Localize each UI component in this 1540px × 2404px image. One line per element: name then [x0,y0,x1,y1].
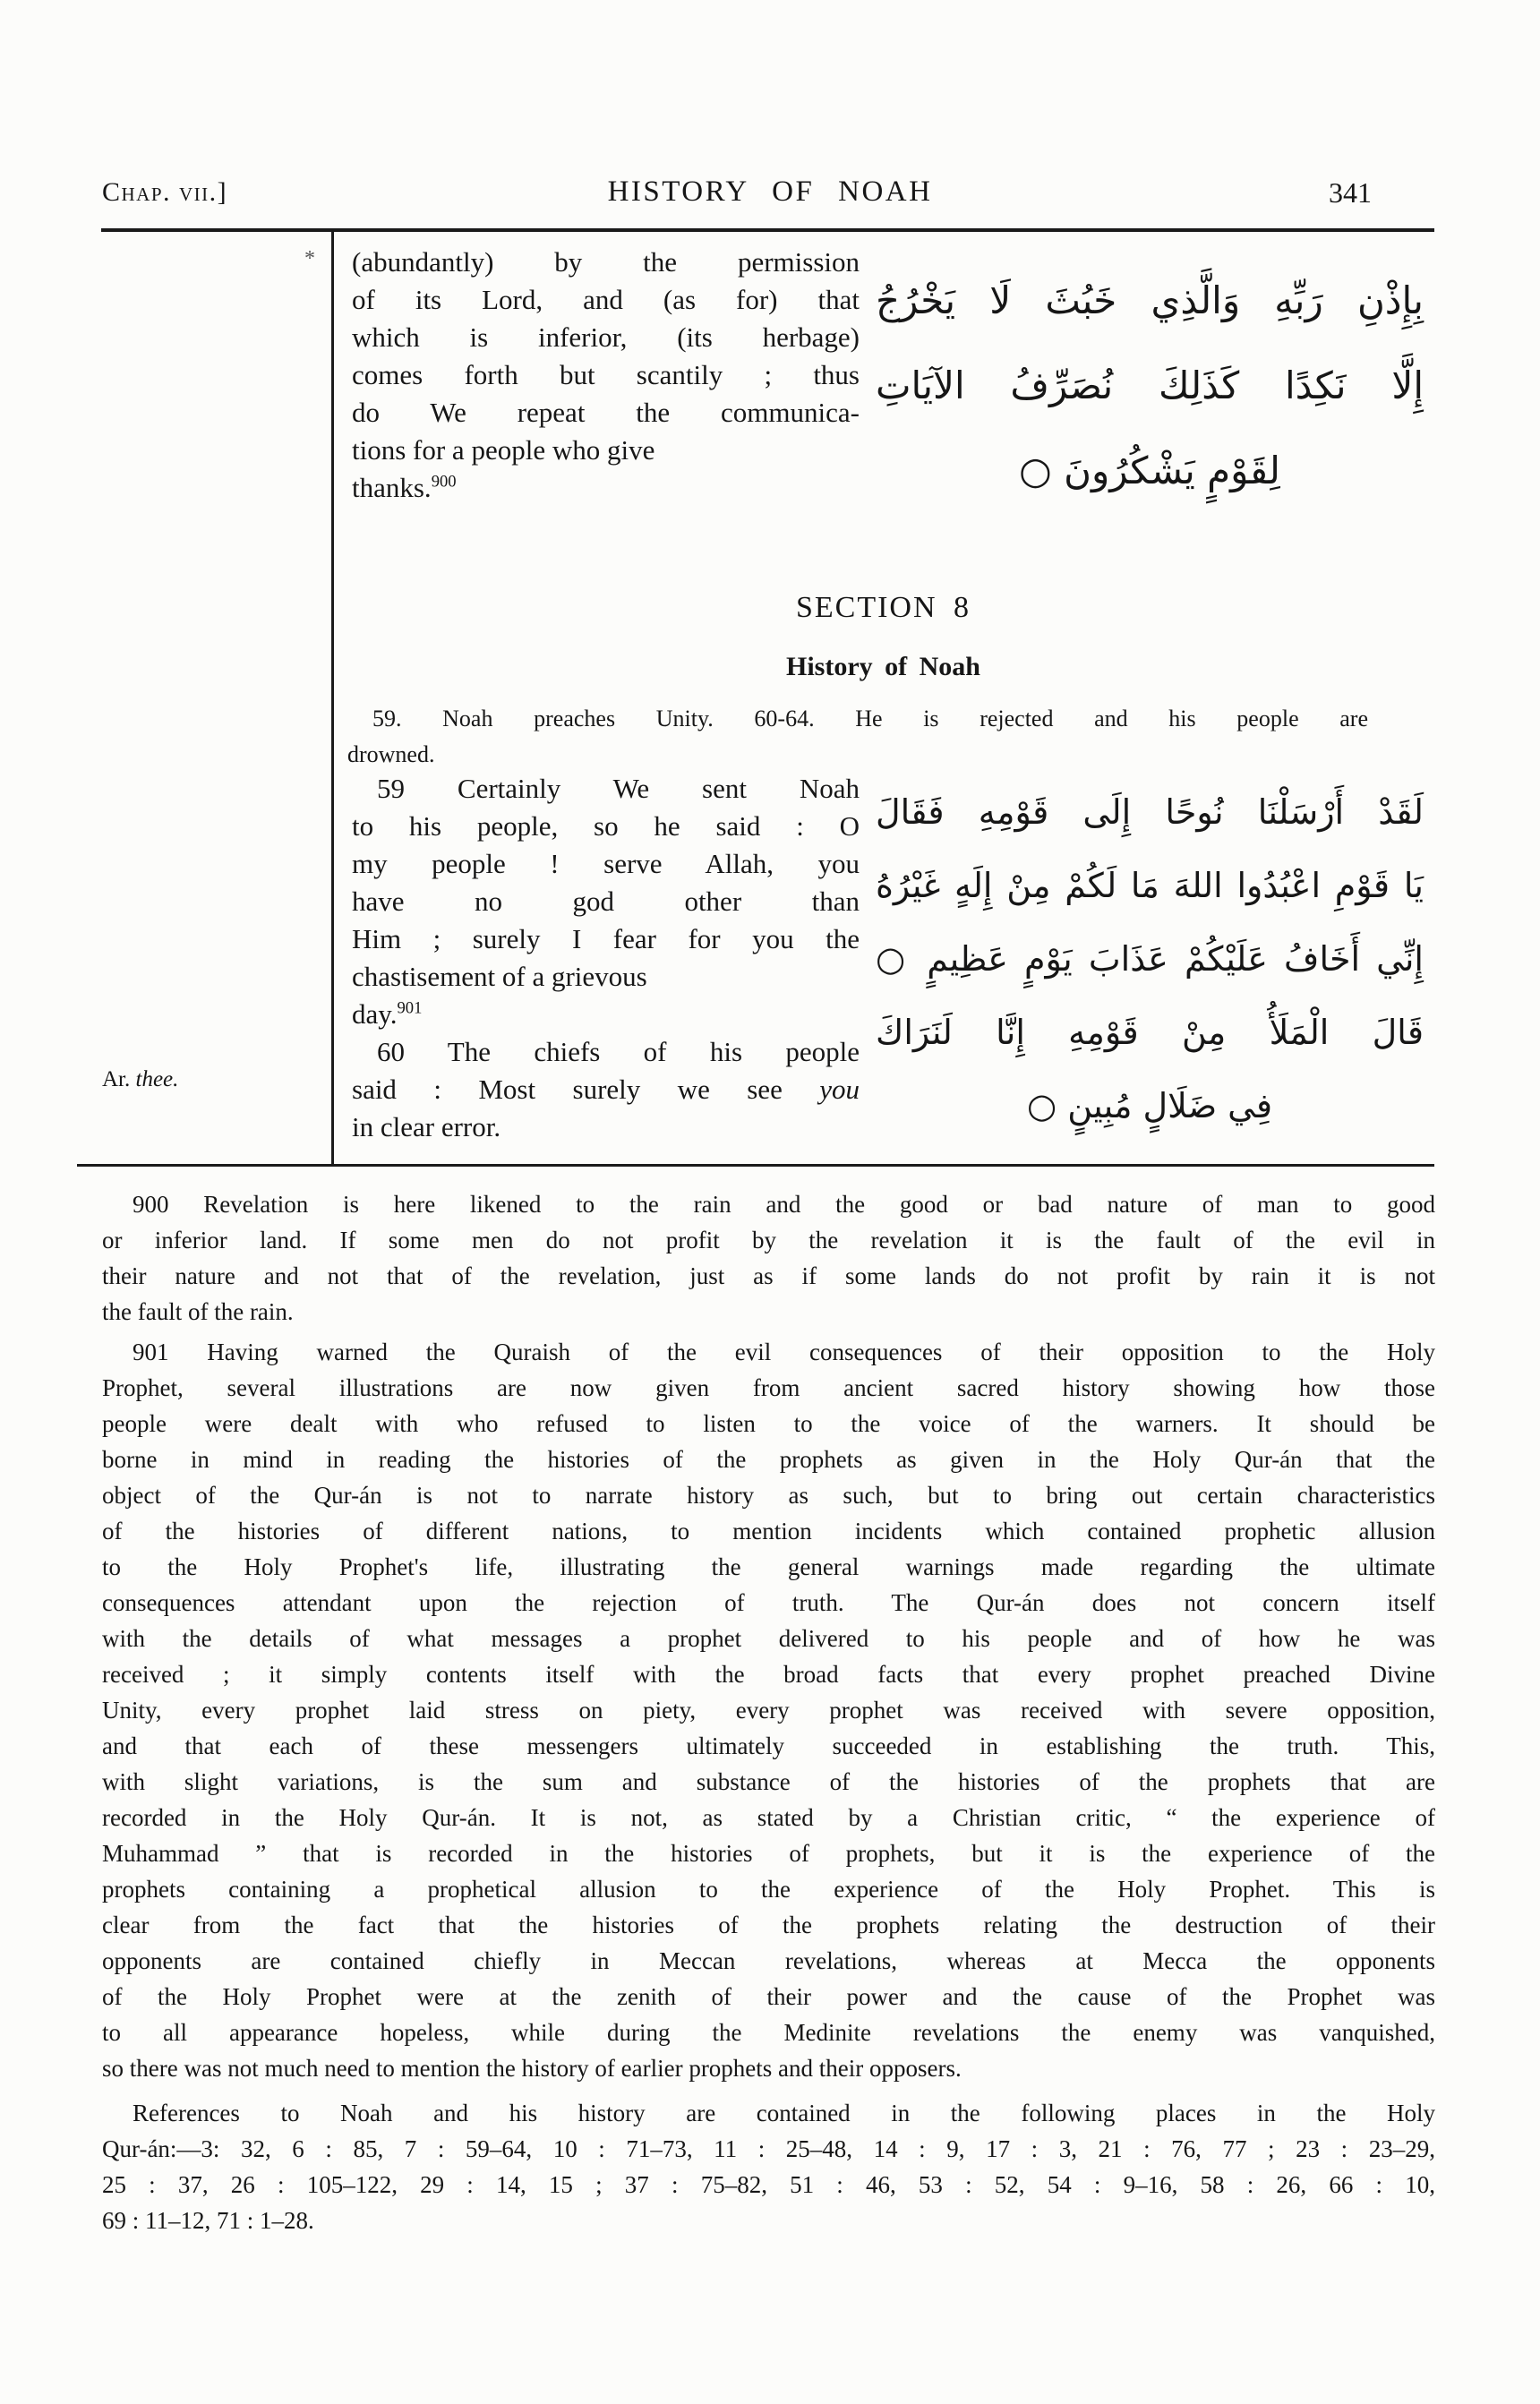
text-line: the fault of the rain. [102,1298,294,1325]
text-line: consequences attendant upon the rejection of truth. The Qur-án does not concern itself [102,1589,1435,1616]
text-line: so there was not much need to mention the history of earlier prophets and their opposers. [102,2055,962,2082]
verse-58-english [352,244,860,507]
text-line: comes forth but scantily ; thus [352,359,860,390]
text-line: chastisement of a grievous [352,961,647,992]
text-line [352,996,860,1033]
text-line: do We repeat the communica- [352,397,860,428]
margin-mark: * [304,247,315,270]
footnote-ref-901: 901 [397,998,423,1018]
running-head-chapter: Chap. vii.] [102,177,228,207]
column-divider-rule [331,230,334,1166]
text-line: have no god other than [352,885,860,917]
text-line: clear from the fact that the histories of the prophets relating the destruction of their [102,1912,1435,1938]
text-line: their nature and not that of the revelation, just as if some lands do not profit by rain it is not [102,1262,1435,1289]
verse-59-english [352,770,860,1033]
text-line: Prophet, several illustrations are now given from ancient sacred history showing how those [102,1374,1435,1401]
margin-note [102,1067,178,1092]
section-summary [347,701,1368,773]
section-heading: SECTION 8 [795,591,971,624]
text-line: 59. Noah preaches Unity. 60-64. He is rejected and his people are [372,706,1368,731]
footnote-901 [102,1334,1435,2086]
page-number: 341 [1329,176,1372,209]
text-line: 69 : 11–12, 71 : 1–28. [102,2207,314,2234]
text-line: to his people, so he said : O [352,810,860,842]
text-line: إِنِّي أَخَافُ عَلَيْكُمْ عَذَابَ يَوْمٍ عَظِيمٍ ○ [876,939,1424,979]
text-line: tions for a people who give [352,434,655,466]
text-line: of the histories of different nations, to mention incidents which contained prophetic allusion [102,1518,1435,1544]
references-paragraph [102,2095,1435,2238]
margin-note-prefix: Ar. [102,1067,131,1091]
verse-59-last-words: day. [352,998,398,1030]
verse-59-60-arabic [876,775,1424,1142]
text-line: with the details of what messages a prophet delivered to his people and of how he was [102,1625,1435,1652]
text-line: of its Lord, and (as for) that [352,284,860,315]
text-line: of the Holy Prophet were at the zenith of their power and the cause of the Prophet was [102,1983,1435,2010]
text-line: 900 Revelation is here likened to the rain and the good or bad nature of man to good [133,1191,1435,1218]
text-line: which is inferior, (its herbage) [352,321,860,353]
text-line: borne in mind in reading the histories of the prophets as given in the Holy Qur-án that the [102,1446,1435,1473]
footnote-ref-900: 900 [431,472,457,492]
text-line: in clear error. [352,1111,501,1142]
verse-58-arabic [876,258,1424,513]
text-line [352,1071,860,1108]
text-line: References to Noah and his history are contained in the following places in the Holy [133,2100,1435,2126]
page-title: HISTORY OF NOAH [607,175,933,208]
text-line: drowned. [347,741,435,767]
text-line: received ; it simply contents itself with the broad facts that every prophet preached Divine [102,1661,1435,1688]
text-line: 60 The chiefs of his people [377,1036,860,1067]
text-line: 25 : 37, 26 : 105–122, 29 : 14, 15 ; 37 : 75–82, 51 : 46, 53 : 52, 54 : 9–16, 58 : 26, 66 : 10, [102,2171,1435,2198]
text-line: فِي ضَلَالٍ مُبِينٍ ○ [1027,1086,1272,1125]
text-line: 901 Having warned the Quraish of the evil consequences of their opposition to the Holy [133,1339,1435,1365]
text-line: Unity, every prophet laid stress on piety, every prophet was received with severe opposition, [102,1697,1435,1724]
footnote-900 [102,1186,1435,1330]
text-line: recorded in the Holy Qur-án. It is not, as stated by a Christian critic, “ the experience of [102,1804,1435,1831]
text-line: to all appearance hopeless, while during the Medinite revelations the enemy was vanquished, [102,2019,1435,2046]
text-line [352,469,860,507]
text-line: إِلَّا نَكِدًا كَذَلِكَ نُصَرِّفُ الآيَاتِ [876,364,1424,407]
text-line: 59 Certainly We sent Noah [377,773,860,804]
text-line: my people ! serve Allah, you [352,848,860,879]
text-line: لِقَوْمٍ يَشْكُرُونَ ○ [1019,449,1280,492]
verse-60-line2-text: said : Most surely we see [352,1074,820,1105]
text-line: Him ; surely I fear for you the [352,923,860,954]
text-line: to the Holy Prophet's life, illustrating the general warnings made regarding the ultimate [102,1553,1435,1580]
margin-note-word: thee. [135,1067,179,1091]
text-line: (abundantly) by the permission [352,246,860,278]
text-line: object of the Qur-án is not to narrate history as such, but to bring out certain characteristics [102,1482,1435,1509]
verse-60-line2-emphasis: you [819,1074,860,1105]
text-line: Muhammad ” that is recorded in the histories of prophets, but it is the experience of the [102,1840,1435,1867]
text-line: قَالَ الْمَلَأُ مِنْ قَوْمِهِ إِنَّا لَنَرَاكَ [876,1013,1424,1052]
text-line: لَقَدْ أَرْسَلْنَا نُوحًا إِلَى قَوْمِهِ فَقَالَ [876,792,1424,832]
verse-58-last-words: thanks. [352,472,432,503]
text-line: prophets containing a prophetical allusion to the experience of the Holy Prophet. This is [102,1876,1435,1903]
section-subheading: History of Noah [786,652,980,681]
text-line: opponents are contained chiefly in Meccan revelations, whereas at Mecca the opponents [102,1947,1435,1974]
text-line: بِإِذْنِ رَبِّهِ وَالَّذِي خَبُثَ لَا يَخْرُجُ [876,278,1424,322]
text-line: and that each of these messengers ultimately succeeded in establishing the truth. This, [102,1732,1435,1759]
verse-60-english [352,1033,860,1146]
text-line: with slight variations, is the sum and substance of the histories of the prophets that are [102,1768,1435,1795]
header-rule [101,228,1434,232]
text-line: Qur-án:—3: 32, 6 : 85, 7 : 59–64, 10 : 71–73, 11 : 25–48, 14 : 9, 17 : 3, 21 : 76, 77 ; 23 : 23–29, [102,2135,1435,2162]
text-line: or inferior land. If some men do not profit by the revelation it is the fault of the evil in [102,1227,1435,1253]
text-line: people were dealt with who refused to listen to the voice of the warners. It should be [102,1410,1435,1437]
footnote-rule [77,1164,1434,1167]
text-line: يَا قَوْمِ اعْبُدُوا اللهَ مَا لَكُمْ مِنْ إِلَهٍ غَيْرُهُ [876,866,1424,905]
